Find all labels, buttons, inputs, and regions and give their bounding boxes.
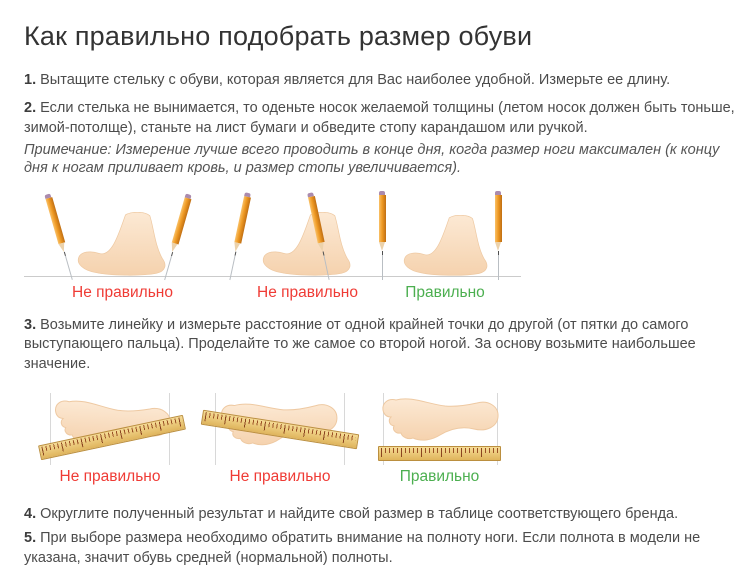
step-5-text: При выборе размера необходимо обратить внимание на полноту ноги. Если полнота в модели не указана, значит обувь средней (нормальной) полноты.: [24, 530, 701, 566]
figure-ruler-diagonal-2: [205, 388, 355, 486]
note: Примечание: Измерение лучше всего проводить в конце дня, когда размер ноги максимален (к концу дня к ногам приливает кровь, и размер стопы увеличивается).: [24, 142, 720, 176]
figure-caption: Правильно: [399, 468, 480, 485]
step-2: [24, 99, 735, 138]
figure-caption: Не правильно: [229, 468, 331, 485]
figure-pencils-tilted-outward: [30, 192, 215, 304]
figure-row-pencils: [24, 192, 735, 304]
figure-caption: Правильно: [405, 283, 485, 301]
foot-side-icon: [389, 215, 501, 277]
step-5: [24, 529, 735, 568]
step-2-text: Если стелька не вынимается, то оденьте носок желаемой толщины (летом носок должен быть тоньше, зимой-потолще), станьте на лист бумаги и обведите стопу карандашом или ручкой.: [24, 100, 735, 136]
figure-caption: Не правильно: [257, 283, 358, 301]
figure-caption: Не правильно: [59, 468, 161, 485]
step-4: [24, 505, 735, 525]
figure-ruler-diagonal-1: [40, 388, 180, 486]
step-3-text: Возьмите линейку и измерьте расстояние от одной крайней точки до другой (от пятки до самого выступающего пальца). Проделайте то же самое со второй ногой. За основу возьмите наибольшее значение.: [24, 316, 696, 372]
foot-side-icon: [243, 212, 369, 277]
ruler-icon: [378, 446, 501, 461]
step-1: [24, 71, 735, 91]
step-5-number: 5.: [24, 530, 37, 546]
figure-ruler-straight: [372, 388, 507, 486]
pencil-icon: [377, 191, 387, 280]
measure-line: [344, 393, 345, 465]
step-1-number: 1.: [24, 72, 37, 88]
measure-line: [215, 393, 216, 465]
step-2-number: 2.: [24, 100, 37, 116]
figure-row-rulers: [24, 388, 735, 486]
step-1-text: Вытащите стельку с обуви, которая является для Вас наиболее удобной. Измерьте ее длину.: [40, 72, 671, 88]
page-title: Как правильно подобрать размер обуви: [24, 21, 533, 51]
footprint-icon: [380, 394, 500, 444]
pencil-icon: [493, 191, 503, 280]
figure-caption: Не правильно: [72, 283, 173, 301]
step-4-number: 4.: [24, 506, 37, 522]
step-3: [24, 316, 735, 375]
figure-pencils-vertical: [375, 192, 515, 304]
step-3-number: 3.: [24, 316, 37, 333]
step-4-text: Округлите полученный результат и найдите свой размер в таблице соответствующего бренда.: [40, 506, 679, 522]
figure-pencils-tilted-inward: [215, 192, 400, 304]
